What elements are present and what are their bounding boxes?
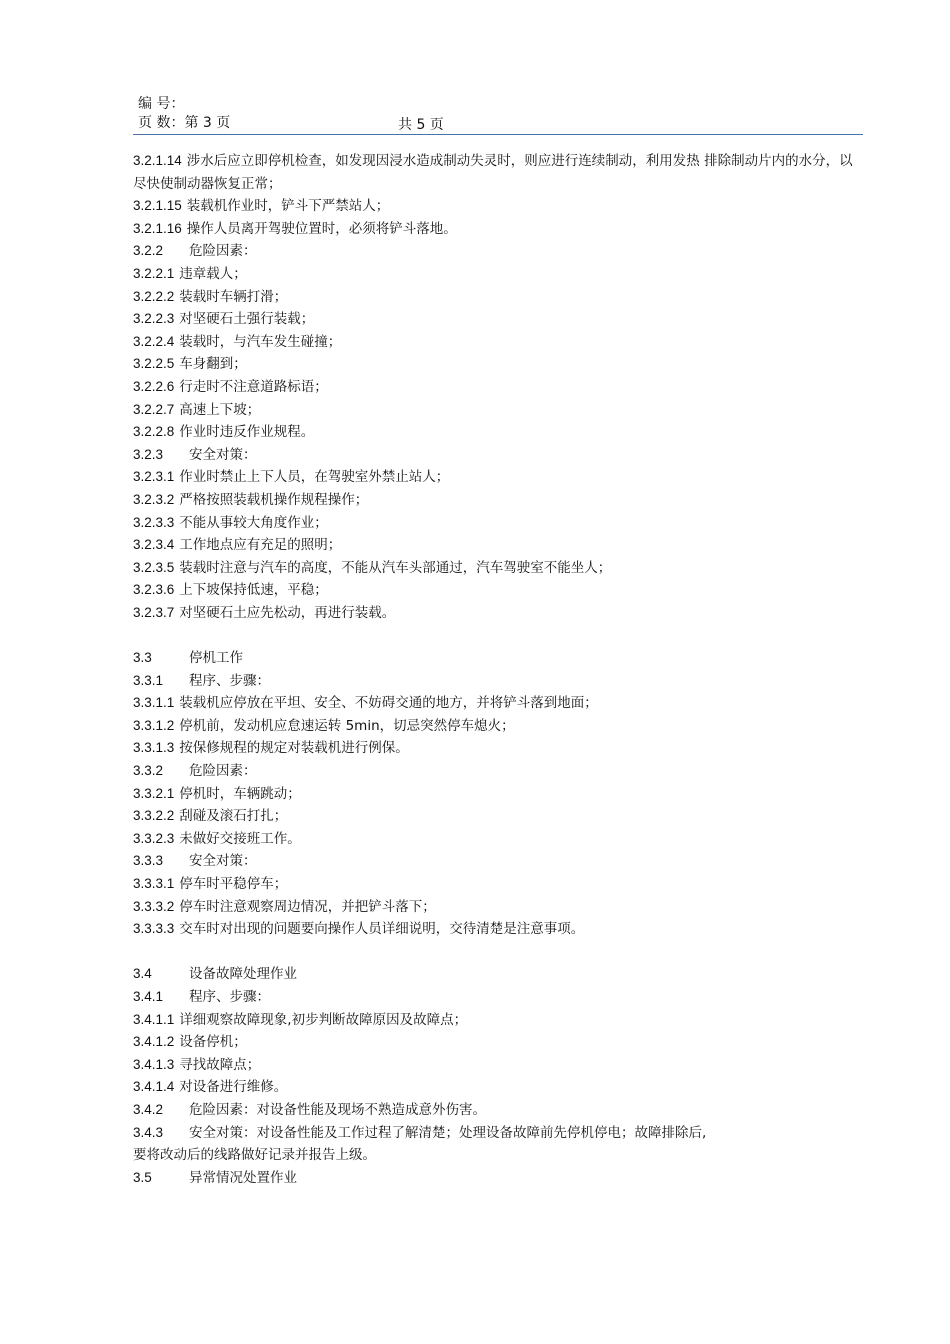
line-text: 危险因素： (189, 243, 257, 260)
line-text: 详细观察故障现象,初步判断故障原因及故障点； (179, 1011, 468, 1028)
section-number: 3.4.3 (133, 1124, 164, 1140)
section-number: 3.3.1 (133, 672, 164, 688)
text-line (133, 805, 858, 828)
line-text: 违章载人； (179, 265, 247, 282)
section-number: 3.2.1.15 (133, 198, 182, 214)
section-number: 3.3 (133, 650, 152, 666)
line-text: 装载机应停放在平坦、安全、不妨碍交通的地方，并将铲斗落到地面； (179, 695, 598, 712)
line-text: 操作人员离开驾驶位置时，必须将铲斗落地。 (186, 220, 457, 237)
text-line (133, 579, 858, 602)
section-number: 3.2.2.2 (133, 288, 175, 304)
text-line (133, 376, 858, 399)
line-text: 停机前，发动机应怠速运转 5min，切忌突然停车熄火； (179, 717, 515, 734)
line-text: 装载时车辆打滑； (179, 288, 288, 305)
line-text: 未做好交接班工作。 (179, 830, 301, 847)
line-text: 停车时注意观察周边情况，并把铲斗落下； (179, 898, 436, 915)
line-text: 对坚硬石土强行装载； (179, 311, 315, 328)
line-text: 作业时禁止上下人员，在驾驶室外禁止站人； (179, 469, 450, 486)
text-line (133, 195, 858, 218)
section-number: 3.4.1.2 (133, 1034, 175, 1050)
line-text: 车身翻到； (179, 356, 247, 373)
line-text: 程序、步骤： (189, 988, 270, 1005)
text-line (133, 557, 858, 580)
text-line (133, 873, 858, 896)
text-line (133, 715, 858, 738)
section-number: 3.2.2.1 (133, 265, 175, 281)
text-line (133, 670, 858, 693)
section-number: 3.4.1.1 (133, 1011, 175, 1027)
line-text: 高速上下坡； (179, 401, 261, 418)
text-line (133, 1122, 858, 1145)
section-number: 3.3.3.2 (133, 898, 175, 914)
text-line (133, 602, 858, 625)
section-number: 3.3.3 (133, 853, 164, 869)
line-text: 异常情况处置作业 (189, 1169, 297, 1186)
section-number: 3.3.2 (133, 763, 164, 779)
section-number: 3.2.2.8 (133, 424, 175, 440)
section-number: 3.2.2.4 (133, 333, 175, 349)
text-line (133, 760, 858, 783)
line-text: 交车时对出现的问题要向操作人员详细说明，交待清楚是注意事项。 (179, 921, 585, 938)
text-line (133, 986, 858, 1009)
header-serial-number: 编 号： (138, 96, 185, 112)
section-number: 3.2.2.5 (133, 356, 175, 372)
header-rule (133, 134, 863, 135)
section-number: 3.2.3.3 (133, 514, 175, 530)
section-number: 3.2.3.5 (133, 559, 175, 575)
text-line (133, 1076, 858, 1099)
line-text: 安全对策：对设备性能及工作过程了解清楚；处理设备故障前先停机停电；故障排除后, (189, 1124, 707, 1141)
text-line (133, 918, 858, 941)
section-number: 3.2.3.7 (133, 604, 175, 620)
section-number: 3.3.2.2 (133, 808, 175, 824)
section-number: 3.2.3.4 (133, 537, 175, 553)
section-number: 3.3.3.3 (133, 921, 175, 937)
text-line (133, 308, 858, 331)
text-line (133, 399, 858, 422)
text-line (133, 286, 858, 309)
text-line (133, 647, 858, 670)
text-line (133, 218, 858, 241)
line-text: 对设备进行维修。 (179, 1079, 288, 1096)
line-text: 设备停机； (179, 1034, 247, 1051)
text-line (133, 444, 858, 467)
line-text: 装载机作业时，铲斗下严禁站人； (186, 198, 390, 215)
line-text: 上下坡保持低速，平稳； (179, 582, 328, 599)
text-line (133, 353, 858, 376)
text-line (133, 331, 858, 354)
line-text: 严格按照装载机操作规程操作； (179, 491, 369, 508)
section-number: 3.5 (133, 1169, 152, 1185)
text-line (133, 489, 858, 512)
section-number: 3.4.2 (133, 1101, 164, 1117)
text-line (133, 150, 858, 195)
line-text: 装载时注意与汽车的高度，不能从汽车头部通过，汽车驾驶室不能坐人； (179, 559, 612, 576)
text-line (133, 850, 858, 873)
section-number: 3.3.1.2 (133, 717, 175, 733)
line-text: 装载时，与汽车发生碰撞； (179, 333, 342, 350)
line-text: 危险因素：对设备性能及现场不熟造成意外伤害。 (189, 1101, 486, 1118)
line-text: 安全对策： (189, 446, 257, 463)
line-text: 对坚硬石土应先松动，再进行装载。 (179, 604, 396, 621)
text-line (133, 1054, 858, 1077)
section-number: 3.2.3 (133, 446, 164, 462)
section-number: 3.3.2.3 (133, 830, 175, 846)
line-text: 停机工作 (189, 650, 243, 667)
line-text: 按保修规程的规定对装载机进行例保。 (179, 740, 409, 757)
line-text: 危险因素： (189, 763, 257, 780)
text-line (133, 534, 858, 557)
section-number: 3.3.1.1 (133, 695, 175, 711)
text-line (133, 1099, 858, 1122)
text-line (133, 783, 858, 806)
line-text: 作业时违反作业规程。 (179, 424, 315, 441)
header-total-pages: 共 5 页 (398, 117, 444, 133)
text-line (133, 421, 858, 444)
text-line (133, 1167, 858, 1190)
section-number: 3.4.1 (133, 988, 164, 1004)
section-number: 3.3.1.3 (133, 740, 175, 756)
section-number: 3.3.2.1 (133, 785, 175, 801)
text-line (133, 1144, 858, 1167)
text-line (133, 1031, 858, 1054)
line-text: 程序、步骤： (189, 672, 270, 689)
line-text: 设备故障处理作业 (189, 966, 297, 983)
document-body (133, 150, 858, 1189)
line-text: 涉水后应立即停机检查，如发现因浸水造成制动失灵时，则应进行连续制动，利用发热 排除制动片内的水分，以尽快使制动器恢复正常； (133, 153, 853, 192)
text-line (133, 963, 858, 986)
blank-line (133, 941, 858, 964)
section-number: 3.2.2 (133, 243, 164, 259)
section-number: 3.2.2.7 (133, 401, 175, 417)
section-number: 3.2.3.2 (133, 491, 175, 507)
text-line (133, 737, 858, 760)
line-text: 刮碰及滚石打扎； (179, 808, 288, 825)
section-number: 3.2.2.6 (133, 378, 175, 394)
blank-line (133, 624, 858, 647)
section-number: 3.2.3.6 (133, 582, 175, 598)
line-text: 安全对策： (189, 853, 257, 870)
section-number: 3.4.1.4 (133, 1079, 175, 1095)
line-text: 工作地点应有充足的照明； (179, 537, 342, 554)
line-text: 停机时，车辆跳动； (179, 785, 301, 802)
section-number: 3.2.3.1 (133, 469, 175, 485)
text-line (133, 263, 858, 286)
section-number: 3.2.1.14 (133, 153, 182, 168)
section-number: 3.4.1.3 (133, 1056, 175, 1072)
text-line (133, 828, 858, 851)
line-text: 不能从事较大角度作业； (179, 514, 328, 531)
text-line (133, 512, 858, 535)
section-number: 3.2.2.3 (133, 311, 175, 327)
line-text: 要将改动后的线路做好记录并报告上级。 (133, 1147, 376, 1164)
line-text: 行走时不注意道路标语； (179, 378, 328, 395)
text-line (133, 1009, 858, 1032)
section-number: 3.2.1.16 (133, 220, 182, 236)
text-line (133, 466, 858, 489)
line-text: 寻找故障点； (179, 1056, 261, 1073)
line-text: 停车时平稳停车； (179, 876, 288, 892)
header-page-number: 页 数：第 3 页 (138, 115, 231, 131)
text-line (133, 240, 858, 263)
section-number: 3.4 (133, 966, 152, 982)
text-line (133, 896, 858, 919)
text-line (133, 692, 858, 715)
section-number: 3.3.3.1 (133, 876, 175, 891)
